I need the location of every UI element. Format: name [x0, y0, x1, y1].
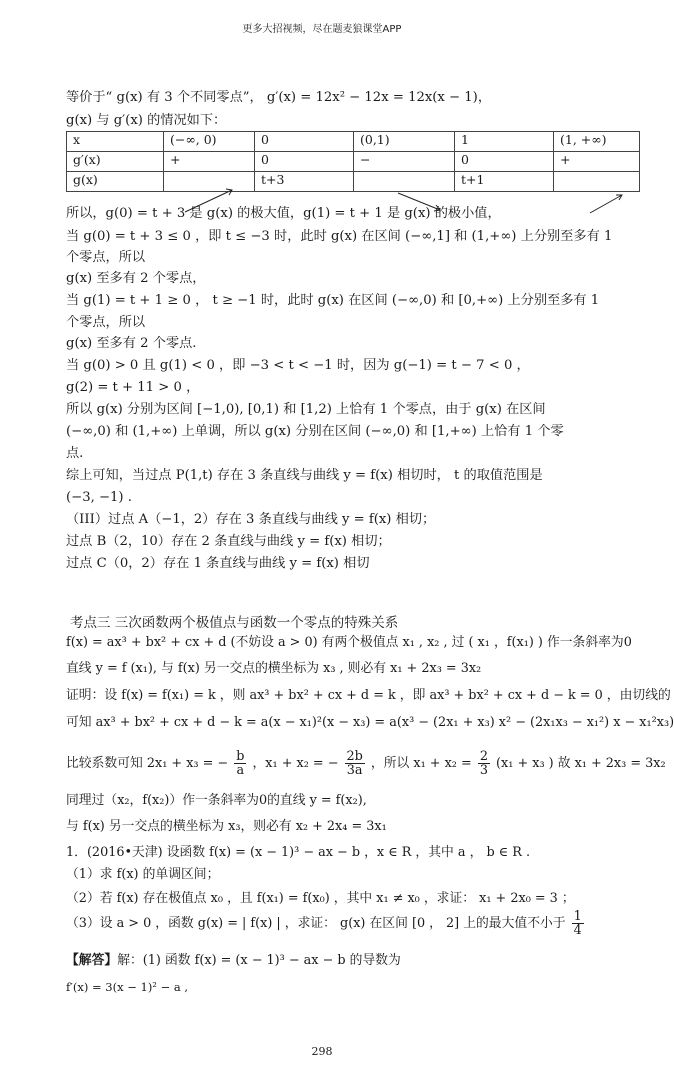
table-cell: t+3 [255, 172, 354, 192]
table-cell: g(x) [67, 172, 164, 192]
text-line: 点. [66, 446, 84, 461]
numerator: 2b [346, 749, 363, 764]
text-line: 当 g(0) = t + 3 ≤ 0 ，即 t ≤ −3 时，此时 g(x) 在区间 (−∞,1] 和 (1,+∞) 上分别至多有 1 [66, 229, 613, 244]
text-line: 证明：设 f(x) = f(x₁) = k ，则 ax³ + bx² + cx + d = k ，即 ax³ + bx² + cx + d − k = 0 ，由切线的 [66, 688, 671, 703]
fraction [234, 750, 246, 777]
table-cell: + [164, 152, 255, 172]
page-number: 298 [311, 1045, 333, 1058]
answer-line [66, 952, 401, 970]
text-line: 1．(2016•天津) 设函数 f(x) = (x − 1)³ − ax − b ，x ∈ R ，其中 a ， b ∈ R . [66, 845, 531, 860]
table-cell: g′(x) [67, 152, 164, 172]
text-line: （2）若 f(x) 存在极值点 x₀ ，且 f(x₁) = f(x₀) ，其中 x₁ ≠ x₀ ，求证： x₁ + 2x₀ = 3 ； [66, 891, 575, 906]
text-line: 可知 ax³ + bx² + cx + d − k = a(x − x₁)²(x − x₃) = a(x³ − (2x₁ + x₃) x² − (2x₁x₃ − x₁²) x − x₁²x₃) [66, 715, 674, 730]
text-line: 所以，g(0) = t + 3 是 g(x) 的极大值，g(1) = t + 1 是 g(x) 的极小值， [66, 206, 501, 221]
text-line: 综上可知，当过点 P(1,t) 存在 3 条直线与曲线 y = f(x) 相切时， t 的取值范围是 [66, 468, 543, 483]
text-line: 当 g(0) > 0 且 g(1) < 0 ，即 −3 < t < −1 时，因为 g(−1) = t − 7 < 0 ， [66, 358, 530, 373]
coefficient-comparison [66, 750, 666, 778]
section-title: 考点三 三次函数两个极值点与函数一个零点的特殊关系 [70, 615, 399, 631]
text-line: (−∞,0) 和 (1,+∞) 上单调，所以 g(x) 分别在区间 (−∞,0) 和 [1,+∞) 上恰有 1 个零 [66, 424, 564, 439]
text-line: 个零点，所以 [66, 315, 146, 330]
text-span: 比较系数可知 2x₁ + x₃ = − [66, 756, 229, 771]
text-line: f′(x) = 3(x − 1)² − a , [66, 980, 189, 994]
text-line: 所以 g(x) 分别为区间 [−1,0), [0,1) 和 [1,2) 上恰有 1 个零点，由于 g(x) 在区间 [66, 402, 546, 417]
table-cell: 1 [455, 132, 554, 152]
text-line: g(x) 至多有 2 个零点， [66, 271, 206, 286]
table-cell: 0 [255, 132, 354, 152]
table-cell: − [354, 152, 455, 172]
text-line: 等价于“ g(x) 有 3 个不同零点”， g′(x) = 12x² − 12x = 12x(x − 1)， [66, 90, 492, 105]
text-line: f(x) = ax³ + bx² + cx + d (不妨设 a > 0) 有两个极值点 x₁ , x₂ , 过 ( x₁ ，f(x₁) ) 作一条斜率为0 [66, 635, 632, 650]
increase-arrow [590, 195, 622, 213]
text-line: 与 f(x) 另一交点的横坐标为 x₃，则必有 x₂ + 2x₄ = 3x₁ [66, 819, 387, 834]
table-cell: (0,1) [354, 132, 455, 152]
text-line: 当 g(1) = t + 1 ≥ 0 ， t ≥ −1 时，此时 g(x) 在区间 (−∞,0) 和 [0,+∞) 上分别至多有 1 [66, 293, 600, 308]
text-span: (x₁ + x₃ ) 故 x₁ + 2x₃ = 3x₂ [496, 756, 666, 771]
text-line: 个零点，所以 [66, 250, 146, 265]
table-cell: 0 [255, 152, 354, 172]
table-cell: t+1 [455, 172, 554, 192]
denominator: a [236, 763, 245, 778]
table-cell: 0 [455, 152, 554, 172]
text-line: (−3, −1) . [66, 490, 132, 505]
table-cell: x [67, 132, 164, 152]
question-3 [66, 910, 586, 938]
table-cell: + [554, 152, 640, 172]
numerator: b [236, 749, 245, 764]
text-span: 解：(1) 函数 f(x) = (x − 1)³ − ax − b 的导数为 [117, 953, 401, 968]
answer-tag: 【解答】 [66, 953, 118, 968]
table-cell: (−∞, 0) [164, 132, 255, 152]
denominator: 3 [479, 763, 488, 778]
text-span: ，所以 x₁ + x₂ = [370, 756, 472, 771]
text-line: g(2) = t + 11 > 0 ， [66, 380, 200, 395]
text-line: （III）过点 A（−1，2）存在 3 条直线与曲线 y = f(x) 相切； [66, 512, 436, 527]
table-cell: (1, +∞) [554, 132, 640, 152]
text-line: 过点 C（0，2）存在 1 条直线与曲线 y = f(x) 相切 [66, 556, 370, 571]
text-span: （3）设 a > 0 ，函数 g(x) = | f(x) | ，求证： g(x) 在区间 [0 ， 2] 上的最大值不小于 [66, 916, 566, 931]
text-line: g(x) 与 g′(x) 的情况如下： [66, 113, 227, 128]
numerator: 1 [573, 909, 582, 924]
denominator: 4 [573, 923, 582, 938]
fraction [345, 750, 365, 777]
text-line: 同理过（x₂，f(x₂)）作一条斜率为0的直线 y = f(x₂), [66, 793, 367, 808]
denominator: 3a [346, 763, 363, 778]
page-header: 更多大招视频，尽在题麦狼课堂APP [242, 24, 402, 35]
text-line: 直线 y = f (x₁), 与 f(x) 另一交点的横坐标为 x₃ , 则必有 x₁ + 2x₃ = 3x₂ [66, 661, 482, 676]
text-line: 过点 B（2，10）存在 2 条直线与曲线 y = f(x) 相切； [66, 534, 391, 549]
fraction [478, 750, 490, 777]
text-line: g(x) 至多有 2 个零点. [66, 336, 197, 351]
numerator: 2 [479, 749, 488, 764]
text-span: ，x₁ + x₂ = − [252, 756, 339, 771]
fraction [572, 910, 584, 937]
text-line: （1）求 f(x) 的单调区间； [66, 867, 220, 882]
